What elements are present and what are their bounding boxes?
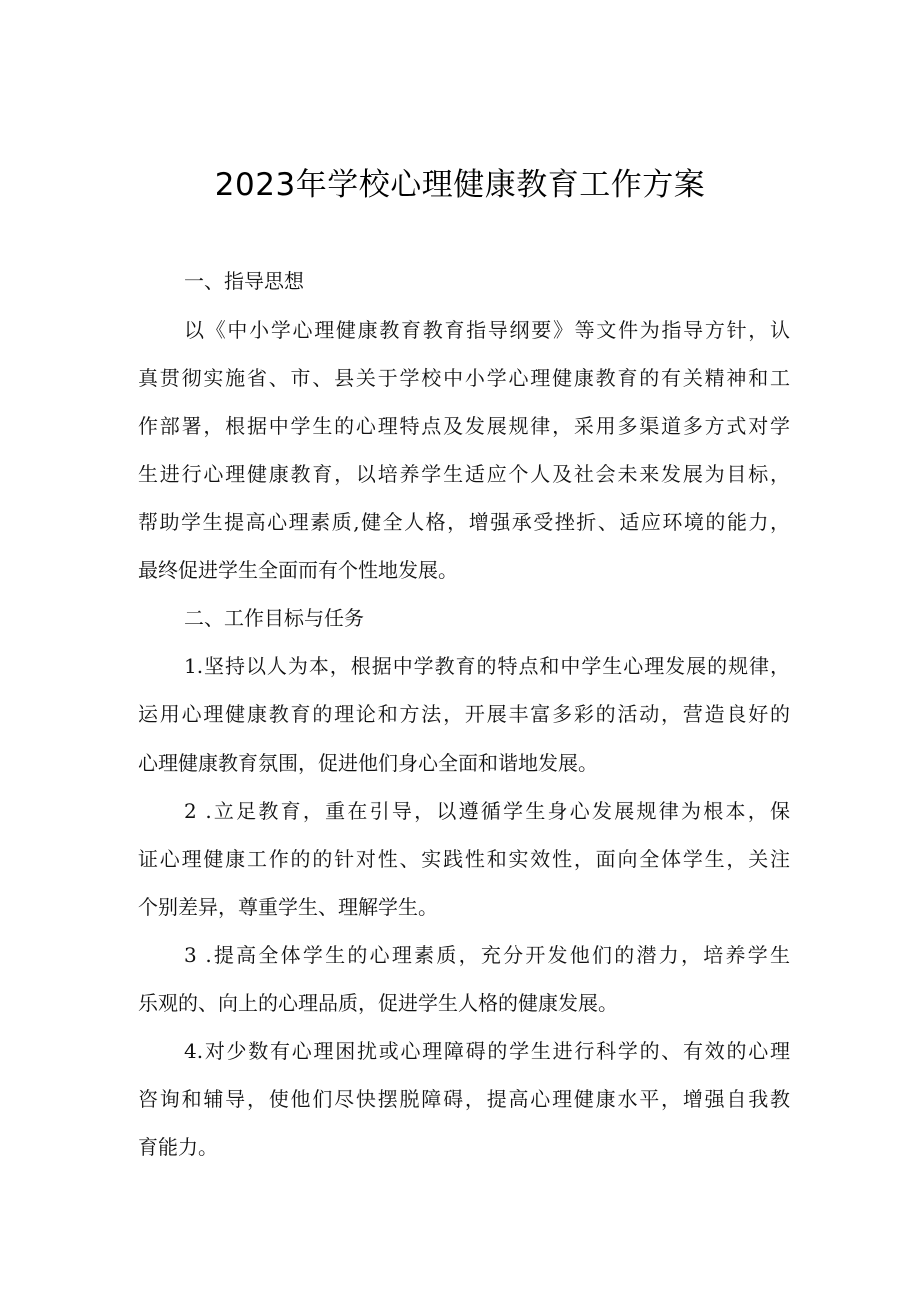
paragraph-line: 帮助学生提高心理素质,健全人格，增强承受挫折、适应环境的能力， bbox=[138, 510, 790, 534]
paragraph-line: 真贯彻实施省、市、县关于学校中小学心理健康教育的有关精神和工 bbox=[138, 366, 790, 390]
paragraph-line: 生进行心理健康教育，以培养学生适应个人及社会未来发展为目标， bbox=[138, 462, 790, 486]
list-item-line: 证心理健康工作的的针对性、实践性和实效性，面向全体学生，关注 bbox=[138, 847, 790, 871]
list-item-line: 育能力。 bbox=[138, 1135, 218, 1159]
list-item-line: 4.对少数有心理困扰或心理障碍的学生进行科学的、有效的心理 bbox=[184, 1039, 790, 1063]
paragraph-line: 以《中小学心理健康教育教育指导纲要》等文件为指导方针，认 bbox=[184, 318, 790, 342]
list-item-line: 2 .立足教育，重在引导，以遵循学生身心发展规律为根本，保 bbox=[184, 799, 790, 823]
list-item-line: 咨询和辅导，使他们尽快摆脱障碍，提高心理健康水平，增强自我教 bbox=[138, 1087, 790, 1111]
list-item-line: 个别差异，尊重学生、理解学生。 bbox=[138, 895, 438, 919]
section-heading-guiding-ideology: 一、指导思想 bbox=[184, 269, 304, 293]
list-item-line: 1.坚持以人为本，根据中学教育的特点和中学生心理发展的规律， bbox=[184, 654, 790, 678]
document-title: 2023年学校心理健康教育工作方案 bbox=[214, 167, 706, 203]
list-item-line: 乐观的、向上的心理品质，促进学生人格的健康发展。 bbox=[138, 991, 618, 1015]
section-heading-goals-tasks: 二、工作目标与任务 bbox=[184, 606, 364, 630]
list-item-line: 心理健康教育氛围，促进他们身心全面和谐地发展。 bbox=[138, 751, 598, 775]
paragraph-line: 最终促进学生全面而有个性地发展。 bbox=[138, 558, 458, 582]
paragraph-line: 作部署，根据中学生的心理特点及发展规律，采用多渠道多方式对学 bbox=[138, 414, 790, 438]
list-item-line: 运用心理健康教育的理论和方法，开展丰富多彩的活动，营造良好的 bbox=[138, 702, 790, 726]
list-item-line: 3 .提高全体学生的心理素质，充分开发他们的潜力，培养学生 bbox=[184, 943, 790, 967]
